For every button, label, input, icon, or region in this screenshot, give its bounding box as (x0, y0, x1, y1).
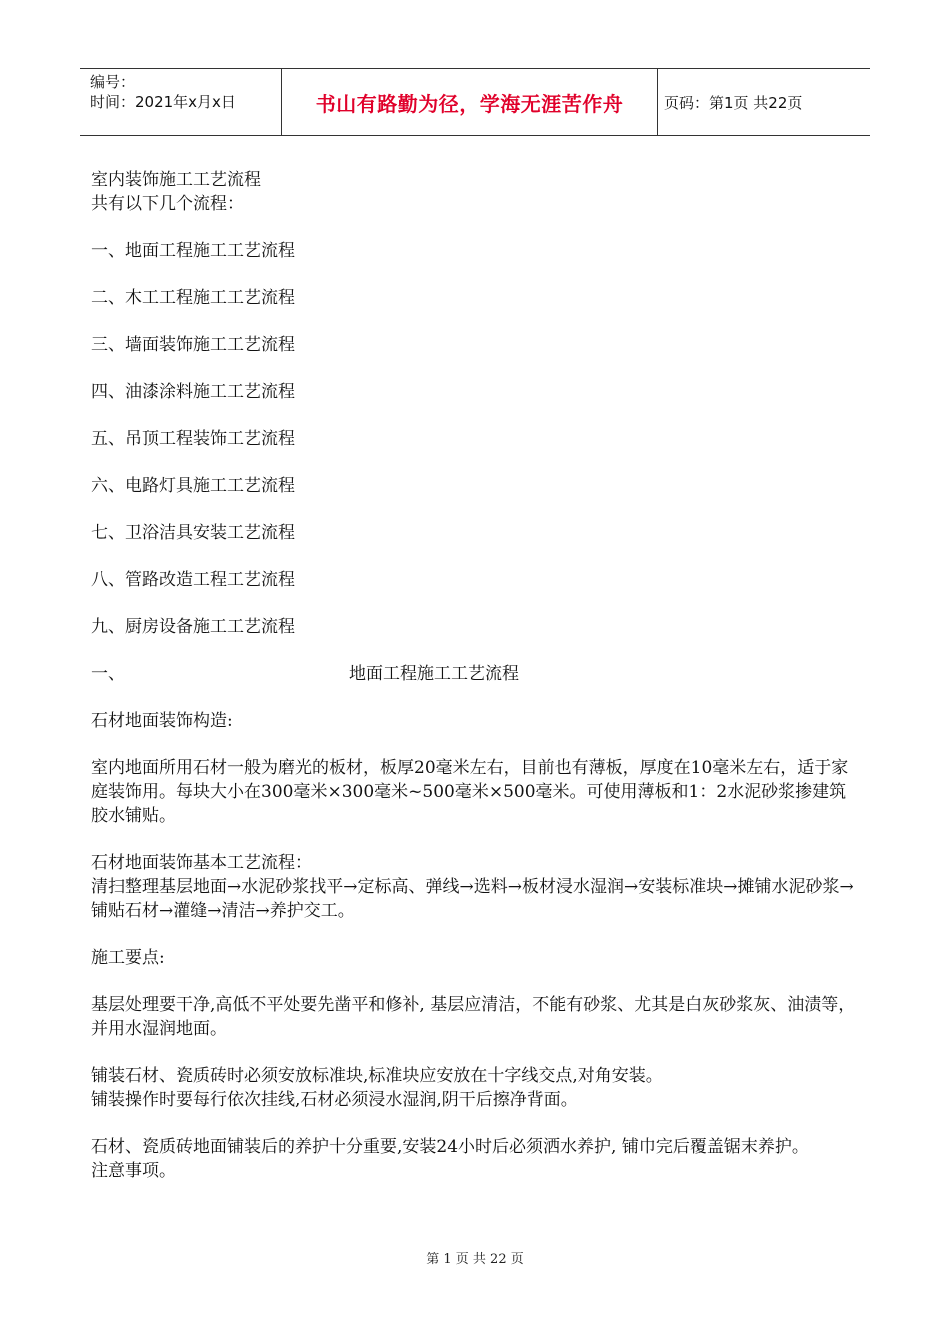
header-page-number: 页码：第1页 共22页 (664, 93, 803, 112)
toc-item: 七、卫浴洁具安装工艺流程 (91, 523, 295, 543)
toc-item: 八、管路改造工程工艺流程 (91, 570, 295, 590)
toc-item: 六、电路灯具施工工艺流程 (91, 476, 295, 496)
toc-item: 五、吊顶工程装饰工艺流程 (91, 429, 295, 449)
construct-paragraph: 室内地面所用石材一般为磨光的板材，板厚20毫米左右，目前也有薄板，厚度在10毫米左右，适于家庭装饰用。每块大小在300毫米×300毫米~500毫米×500毫米。可使用薄板和1：2水泥砂浆掺建筑胶水铺贴。 (91, 758, 849, 826)
header-meta (80, 69, 282, 135)
points-heading: 施工要点: (91, 948, 165, 968)
section-title: 地面工程施工工艺流程 (349, 664, 519, 684)
point-paragraph: 基层处理要干净,高低不平处要先凿平和修补, 基层应清洁，不能有砂浆、尤其是白灰砂浆灰、油渍等，并用水湿润地面。 (91, 995, 856, 1039)
page-header (80, 68, 870, 136)
document-intro: 共有以下几个流程： (91, 194, 244, 214)
document-body (91, 168, 861, 1183)
point-paragraph: 铺装石材、瓷质砖时必须安放标准块,标准块应安放在十字线交点,对角安装。 (91, 1066, 663, 1086)
point-paragraph: 石材、瓷质砖地面铺装后的养护十分重要,安装24小时后必须洒水养护, 铺巾完后覆盖锯末养护。 (91, 1137, 809, 1157)
toc-item: 三、墙面装饰施工工艺流程 (91, 335, 295, 355)
section-number: 一、 (91, 664, 125, 684)
point-paragraph: 铺装操作时要每行依次挂线,石材必须浸水湿润,阴干后擦净背面。 (91, 1090, 578, 1110)
toc-item: 九、厨房设备施工工艺流程 (91, 617, 295, 637)
notes-heading: 注意事项。 (91, 1161, 176, 1181)
page-footer: 第 1 页 共 22 页 (426, 1252, 524, 1267)
toc-item: 一、地面工程施工工艺流程 (91, 241, 295, 261)
toc-item: 四、油漆涂料施工工艺流程 (91, 382, 295, 402)
section-heading (91, 662, 861, 686)
construct-heading: 石材地面装饰构造: (91, 711, 233, 731)
process-heading: 石材地面装饰基本工艺流程： (91, 853, 312, 873)
document-number-label: 编号： (90, 73, 136, 91)
header-motto: 书山有路勤为径，学海无涯苦作舟 (282, 69, 658, 135)
toc-item: 二、木工工程施工工艺流程 (91, 288, 295, 308)
document-date-label: 时间：2021年x月x日 (90, 93, 236, 111)
document-title: 室内装饰施工工艺流程 (91, 170, 261, 190)
process-paragraph: 清扫整理基层地面→水泥砂浆找平→定标高、弹线→选料→板材浸水湿润→安装标准块→摊铺水泥砂浆→铺贴石材→灌缝→清洁→养护交工。 (91, 877, 854, 921)
